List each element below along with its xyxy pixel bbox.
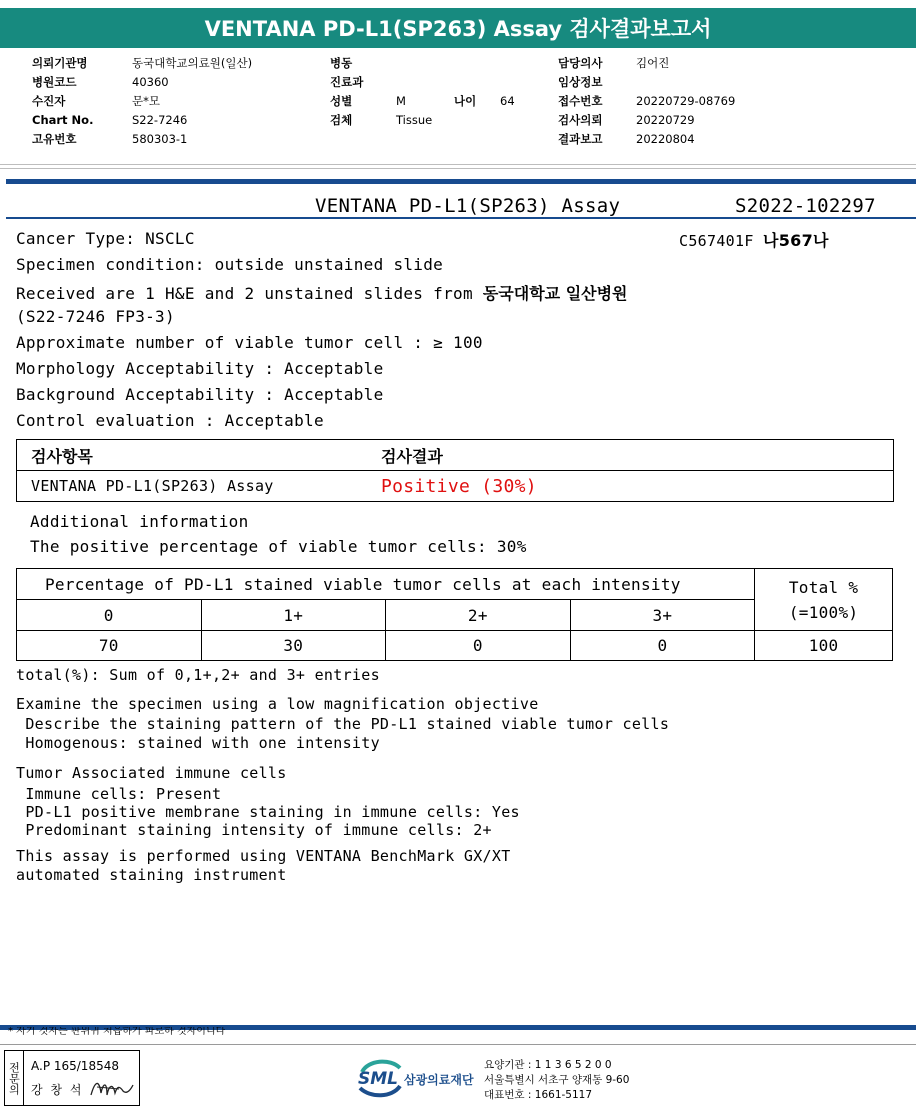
immune-line-3: Predominant staining intensity of immune cells: 2+ (16, 821, 492, 839)
result-table (16, 439, 894, 502)
signature-stamp (4, 1050, 140, 1106)
footer-thin-line (0, 1044, 916, 1045)
header-row: 진료과 (330, 75, 364, 89)
value-cell: 0 (570, 631, 755, 661)
report-title: VENTANA PD-L1(SP263) Assay 검사결과보고서 (204, 17, 712, 41)
level-cell: 0 (17, 600, 202, 631)
specimen-code: C567401F 나567나 (679, 231, 829, 250)
background: Background Acceptability : Acceptable (16, 385, 384, 404)
header-row: Chart No. S22-7246 (32, 113, 188, 127)
total-note: total(%): Sum of 0,1+,2+ and 3+ entries (16, 666, 380, 684)
value-cell: 70 (17, 631, 202, 661)
result-item: VENTANA PD-L1(SP263) Assay (17, 471, 370, 502)
header-row: 검체 Tissue (330, 113, 433, 127)
control-evaluation: Control evaluation : Acceptable (16, 411, 324, 430)
intensity-table (16, 568, 893, 661)
examine-line-1: Examine the specimen using a low magnification objective (16, 695, 539, 713)
header-divider (0, 164, 916, 165)
level-cell: 3+ (570, 600, 755, 631)
intensity-header: Percentage of PD-L1 stained viable tumor cells at each intensity (17, 569, 755, 600)
header-col3 (558, 54, 735, 149)
header-col1 (32, 54, 252, 149)
stamp-side-label: 전문의 (5, 1051, 24, 1105)
footer-phone: 대표번호 : 1661-5117 (484, 1089, 593, 1101)
footer-address: 서울특별시 서초구 양재동 9-60 (484, 1074, 630, 1086)
header-row: 수진자 문*모 (32, 94, 160, 108)
cut-note: * 자기 것자는 판위귀 처읍하가 파로하 것자이니다 (8, 1027, 226, 1035)
ap-number: A.P 165/18548 (31, 1059, 119, 1073)
sml-logo-name: 삼광의료재단 (404, 1073, 474, 1087)
table-row (17, 440, 894, 471)
assay-id: S2022-102297 (735, 195, 876, 217)
header-row: 성별 M 나이 64 (330, 92, 515, 111)
cancer-type: Cancer Type: NSCLC (16, 229, 195, 248)
header-row: 검사의뢰 20220729 (558, 113, 695, 127)
examine-line-2: Describe the staining pattern of the PD-L1 stained viable tumor cells (16, 715, 670, 733)
immune-title: Tumor Associated immune cells (16, 764, 287, 782)
header-row: 담당의사 김어진 (558, 56, 670, 70)
specimen-condition: Specimen condition: outside unstained slide (16, 255, 444, 274)
sml-logo (356, 1058, 478, 1100)
received-hospital: 동국대학교 일산병원 (482, 284, 628, 303)
signature-icon (89, 1075, 135, 1101)
result-table-header-cell: 검사항목 (17, 440, 370, 471)
viable-tumor: Approximate number of viable tumor cell : ≥ 100 (16, 333, 483, 352)
header-row: 의뢰기관명 동국대학교의료원(일산) (32, 56, 253, 70)
performed-line-2: automated staining instrument (16, 866, 287, 884)
additional-title: Additional information (30, 512, 249, 531)
total-value-cell: 100 (755, 631, 893, 661)
received-line: Received are 1 H&E and 2 unstained slides from 동국대학교 일산병원 (16, 284, 628, 303)
header-col2 (330, 54, 515, 130)
assay-title: VENTANA PD-L1(SP263) Assay (315, 195, 621, 217)
assay-divider (6, 217, 916, 219)
result-value: Positive (30%) (369, 471, 894, 502)
report-title-bar (0, 8, 916, 48)
header-row: 병원코드 40360 (32, 75, 169, 89)
immune-line-2: PD-L1 positive membrane staining in immune cells: Yes (16, 803, 520, 821)
performed-line-1: This assay is performed using VENTANA BenchMark GX/XT (16, 847, 511, 865)
value-cell: 0 (386, 631, 571, 661)
age-value: 64 (500, 94, 515, 108)
age-label: 나이 (454, 94, 477, 108)
table-row (17, 569, 893, 600)
examine-line-3: Homogenous: stained with one intensity (16, 734, 380, 752)
result-table-header-cell: 검사결과 (369, 440, 894, 471)
table-row (17, 631, 893, 661)
doctor-name: 강 창 석 (31, 1083, 84, 1097)
header-row: 결과보고 20220804 (558, 132, 695, 146)
table-row (17, 471, 894, 502)
header-row: 고유번호 580303-1 (32, 132, 188, 146)
sml-logo-text: SML (358, 1069, 398, 1089)
header-row: 임상정보 (558, 75, 603, 89)
level-cell: 2+ (386, 600, 571, 631)
footer-info (484, 1058, 629, 1103)
additional-text: The positive percentage of viable tumor cells: 30% (30, 537, 527, 556)
institution-number: 요양기관 : 1 1 3 6 5 2 0 0 (484, 1059, 612, 1071)
header-row: 병동 (330, 56, 353, 70)
header-divider (0, 168, 916, 169)
specimen-code-bold: 나567나 (762, 231, 829, 250)
section-divider-bar (6, 179, 916, 184)
immune-line-1: Immune cells: Present (16, 785, 222, 803)
value-cell: 30 (201, 631, 386, 661)
slide-ref: (S22-7246 FP3-3) (16, 307, 175, 326)
header-row: 접수번호 20220729-08769 (558, 94, 736, 108)
morphology: Morphology Acceptability : Acceptable (16, 359, 384, 378)
total-header: Total % (=100%) (755, 569, 893, 631)
level-cell: 1+ (201, 600, 386, 631)
